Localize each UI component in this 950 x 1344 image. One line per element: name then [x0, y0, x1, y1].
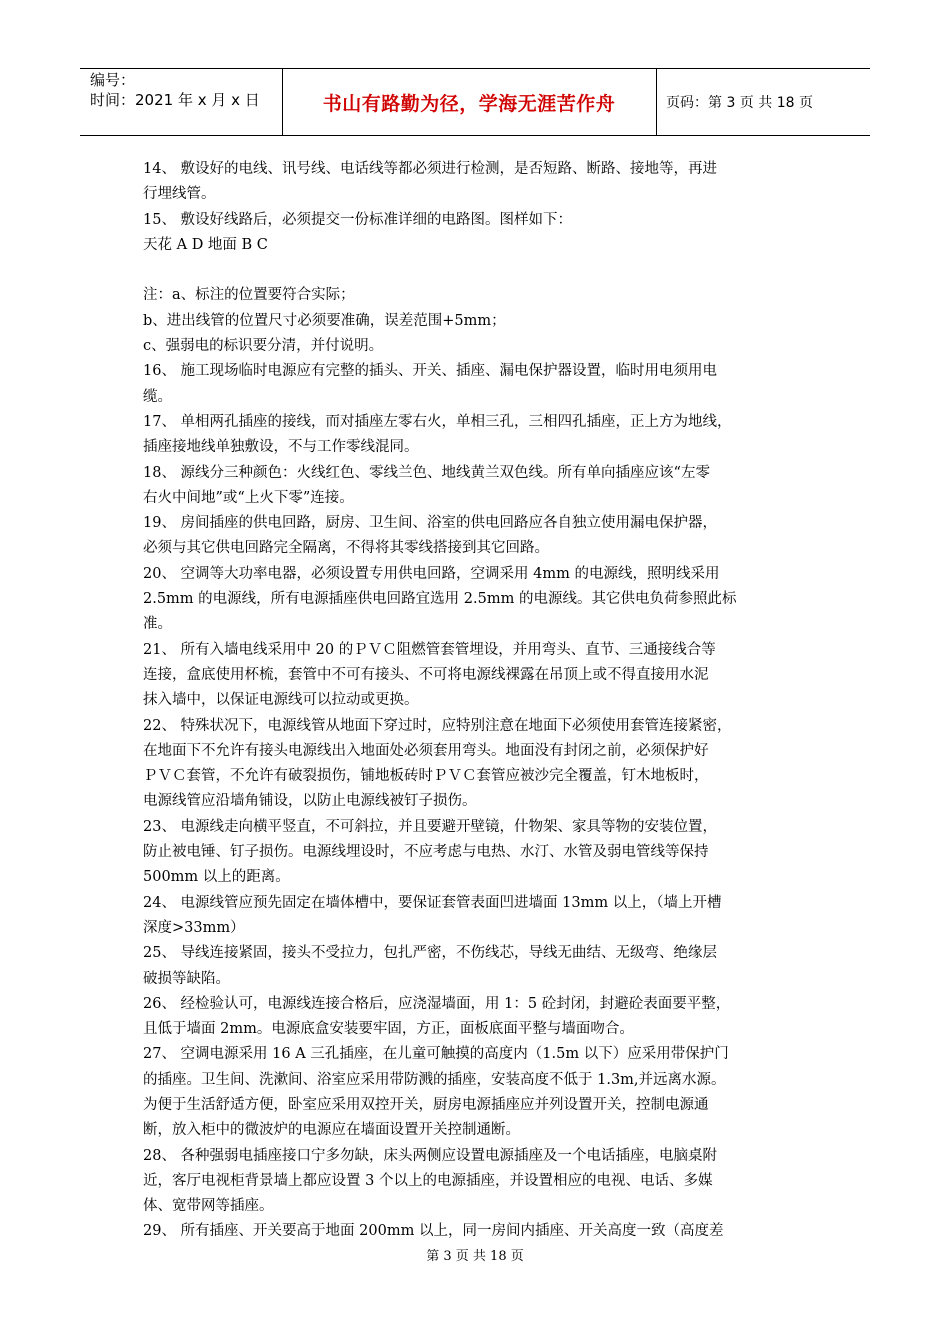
text-line: 19、 房间插座的供电回路，厨房、卫生间、浴室的供电回路应各自独立使用漏电保护器，: [143, 515, 718, 532]
text-line: 抹入墙中，以保证电源线可以拉动或更换。: [143, 692, 419, 709]
page-header: [80, 68, 870, 136]
text-line: 24、 电源线管应预先固定在墙体槽中，要保证套管表面凹进墙面 13mm 以上，（墙上开槽: [143, 894, 722, 911]
text-line: 注：a、标注的位置要符合实际；: [143, 287, 355, 304]
text-line: 500mm 以上的距离。: [143, 869, 290, 886]
text-line: 插座接地线单独敷设，不与工作零线混同。: [143, 439, 419, 456]
header-divider-right: [656, 68, 657, 136]
text-line: 破损等缺陷。: [143, 970, 230, 987]
text-line: 22、 特殊状况下，电源线管从地面下穿过时，应特别注意在地面下必须使用套管连接紧密，: [143, 717, 732, 734]
text-line: b、进出线管的位置尺寸必须要准确，误差范围+5mm；: [143, 312, 506, 329]
text-line: 16、 施工现场临时电源应有完整的插头、开关、插座、漏电保护器设置，临时用电须用电: [143, 363, 718, 380]
page-footer: 第 3 页 共 18 页: [426, 1249, 524, 1264]
header-meta: [90, 70, 280, 110]
text-line: 20、 空调等大功率电器，必须设置专用供电回路，空调采用 4mm 的电源线，照明线采用: [143, 565, 720, 582]
header-page-info: 页码：第 3 页 共 18 页: [666, 95, 813, 111]
text-line: 缆。: [143, 388, 172, 405]
text-line: 必须与其它供电回路完全隔离，不得将其零线搭接到其它回路。: [143, 540, 549, 557]
document-body: [143, 157, 815, 1245]
header-motto: 书山有路勤为径，学海无涯苦作舟: [322, 92, 616, 115]
text-line: 28、 各种强弱电插座接口宁多勿缺，床头两侧应设置电源插座及一个电话插座，电脑桌附: [143, 1147, 718, 1164]
number-label: 编号：: [90, 71, 136, 89]
text-line: 连接，盒底使用杯梳，套管中不可有接头、不可将电源线裸露在吊顶上或不得直接用水泥: [143, 666, 709, 683]
text-line: 天花 A D 地面 B C: [143, 236, 268, 253]
date-line: 时间：2021 年 x 月 x 日: [90, 91, 260, 109]
text-line: 21、 所有入墙电线采用中 20 的ＰＶＣ阻燃管套管埋设，并用弯头、直节、三通接线合等: [143, 641, 716, 658]
text-line: 右火中间地”或“上火下零”连接。: [143, 489, 354, 506]
text-line: 体、宽带网等插座。: [143, 1198, 274, 1215]
text-line: 27、 空调电源采用 16 A 三孔插座，在儿童可触摸的高度内（1.5m 以下）应采用带保护门: [143, 1046, 729, 1063]
text-line: 防止被电锤、钉子损伤。电源线埋设时，不应考虑与电热、水汀、水管及弱电管线等保持: [143, 844, 709, 861]
blank-line: [143, 258, 815, 283]
text-line: 14、 敷设好的电线、讯号线、电话线等都必须进行检测，是否短路、断路、接地等，再进: [143, 161, 718, 177]
text-line: 在地面下不允许有接头电源线出入地面处必须套用弯头。地面没有封闭之前，必须保护好: [143, 742, 709, 759]
text-line: 深度>33mm）: [143, 919, 245, 936]
text-line: 26、 经检验认可，电源线连接合格后，应浇湿墙面，用 1：5 砼封闭，封避砼表面要平整，: [143, 995, 731, 1012]
text-line: 29、 所有插座、开关要高于地面 200mm 以上，同一房间内插座、开关高度一致（高度差: [143, 1223, 724, 1240]
text-line: 15、 敷设好线路后，必须提交一份标准详细的电路图。图样如下：: [143, 211, 573, 228]
text-line: 2.5mm 的电源线，所有电源插座供电回路宜选用 2.5mm 的电源线。其它供电负荷参照此标: [143, 591, 737, 608]
text-line: 近，客厅电视柜背景墙上都应设置 3 个以上的电源插座，并设置相应的电视、电话、多媒: [143, 1172, 713, 1189]
text-line: 断，放入柜中的微波炉的电源应在墙面设置开关控制通断。: [143, 1122, 520, 1139]
text-line: 23、 电源线走向横平竖直，不可斜拉，并且要避开壁镜，什物架、家具等物的安装位置，: [143, 818, 718, 835]
text-line: 为便于生活舒适方便，卧室应采用双控开关，厨房电源插座应并列设置开关，控制电源通: [143, 1096, 709, 1113]
text-line: 17、 单相两孔插座的接线，而对插座左零右火，单相三孔，三相四孔插座，正上方为地线，: [143, 413, 732, 430]
text-line: ＰＶＣ套管，不允许有破裂损伤，铺地板砖时ＰＶＣ套管应被沙完全覆盖，钉木地板时，: [143, 768, 709, 785]
text-line: 25、 导线连接紧固，接头不受拉力，包扎严密，不伤线芯，导线无曲结、无级弯、绝缘层: [143, 945, 718, 962]
text-line: c、强弱电的标识要分清，并付说明。: [143, 338, 384, 355]
text-line: 18、 源线分三种颜色：火线红色、零线兰色、地线黄兰双色线。所有单向插座应该“左零: [143, 464, 710, 481]
text-line: 行埋线管。: [143, 186, 216, 203]
text-line: 且低于墙面 2mm。电源底盒安装要牢固，方正，面板底面平整与墙面吻合。: [143, 1021, 634, 1038]
text-line: 准。: [143, 616, 172, 633]
text-line: 电源线管应沿墙角铺设，以防止电源线被钉子损伤。: [143, 793, 477, 810]
text-line: 的插座。卫生间、洗漱间、浴室应采用带防溅的插座，安装高度不低于 1.3m,并远离水源。: [143, 1071, 726, 1088]
